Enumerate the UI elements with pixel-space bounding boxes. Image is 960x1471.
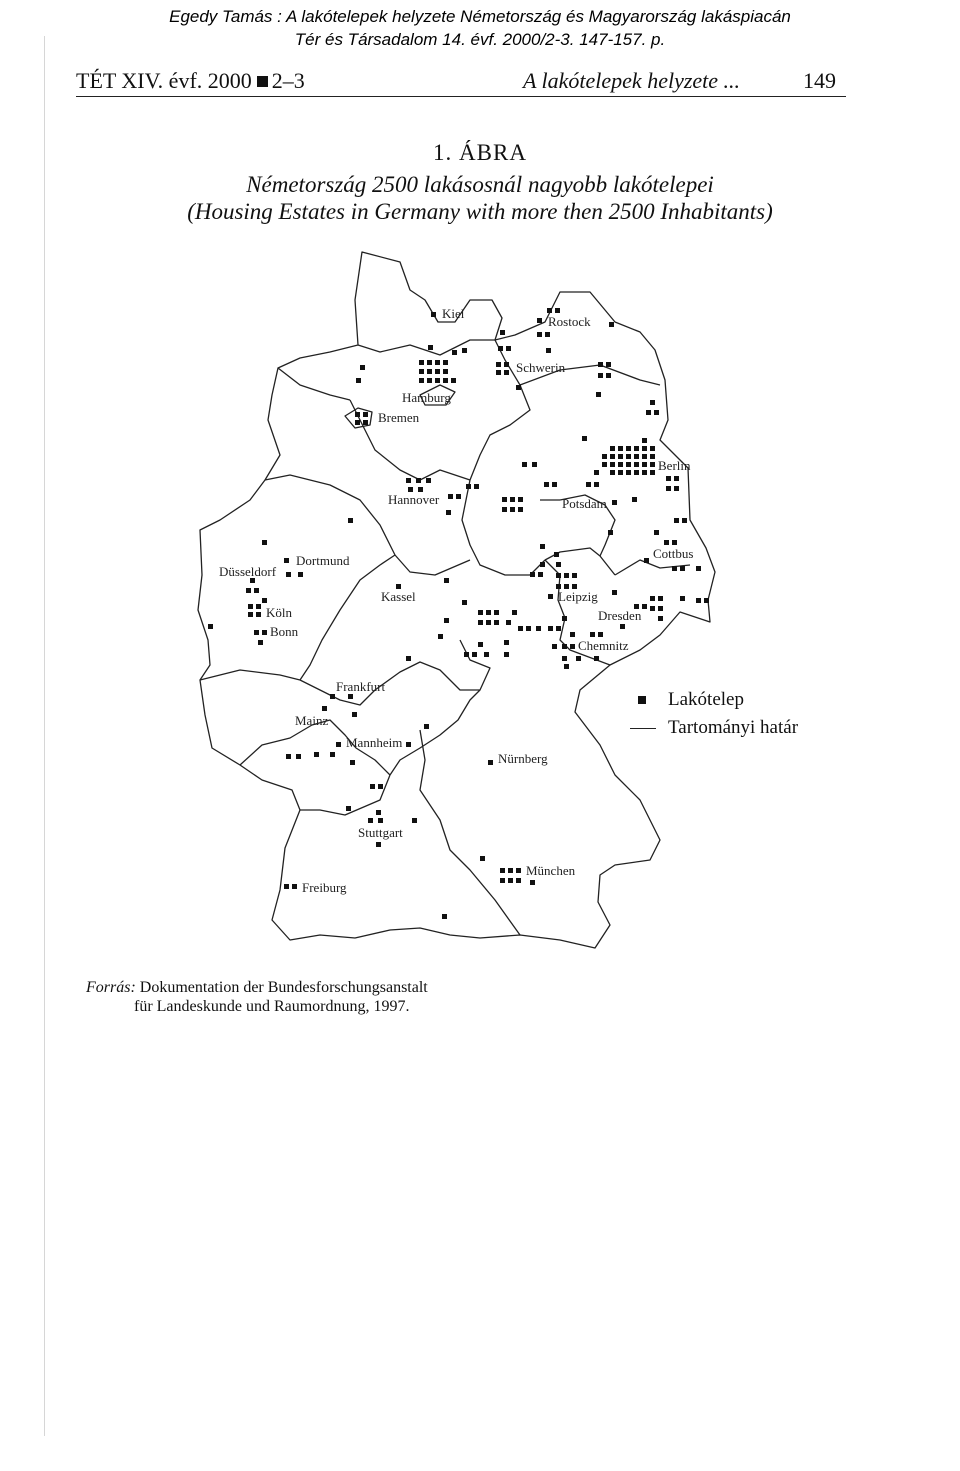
estate-marker bbox=[610, 454, 615, 459]
estate-marker bbox=[650, 446, 655, 451]
city-label-munchen: München bbox=[526, 863, 576, 878]
estate-marker bbox=[431, 312, 436, 317]
estate-marker bbox=[682, 518, 687, 523]
estate-marker bbox=[618, 470, 623, 475]
estate-marker bbox=[512, 610, 517, 615]
estate-marker bbox=[474, 484, 479, 489]
city-label-schwerin: Schwerin bbox=[516, 360, 566, 375]
estate-marker bbox=[516, 868, 521, 873]
estate-marker bbox=[650, 606, 655, 611]
estate-marker bbox=[443, 378, 448, 383]
estate-marker bbox=[376, 810, 381, 815]
estate-marker bbox=[552, 644, 557, 649]
germany-map bbox=[0, 240, 960, 970]
estate-marker bbox=[435, 369, 440, 374]
estate-marker bbox=[478, 642, 483, 647]
estate-marker bbox=[500, 330, 505, 335]
figure-source bbox=[86, 978, 428, 1016]
estate-marker bbox=[494, 620, 499, 625]
estate-marker bbox=[634, 454, 639, 459]
estate-marker bbox=[256, 604, 261, 609]
estate-marker bbox=[564, 573, 569, 578]
estate-marker bbox=[598, 373, 603, 378]
estate-marker bbox=[642, 454, 647, 459]
estate-marker bbox=[644, 558, 649, 563]
estate-marker bbox=[518, 626, 523, 631]
estate-marker bbox=[530, 572, 535, 577]
estate-marker bbox=[609, 322, 614, 327]
estate-marker bbox=[510, 507, 515, 512]
estate-marker bbox=[298, 572, 303, 577]
estate-marker bbox=[582, 436, 587, 441]
estate-marker bbox=[612, 590, 617, 595]
city-label-dusseldorf: Düsseldorf bbox=[219, 564, 277, 579]
estate-marker bbox=[504, 370, 509, 375]
estate-marker bbox=[424, 724, 429, 729]
estate-marker bbox=[444, 618, 449, 623]
estate-marker bbox=[518, 497, 523, 502]
estate-marker bbox=[654, 530, 659, 535]
estate-marker bbox=[658, 616, 663, 621]
estate-marker bbox=[610, 470, 615, 475]
estate-marker bbox=[658, 606, 663, 611]
estate-marker bbox=[262, 598, 267, 603]
estate-marker bbox=[537, 318, 542, 323]
estate-marker bbox=[606, 373, 611, 378]
estate-marker bbox=[427, 360, 432, 365]
estate-marker bbox=[564, 664, 569, 669]
estate-marker bbox=[456, 494, 461, 499]
city-label-mannheim: Mannheim bbox=[346, 735, 403, 750]
estate-marker bbox=[626, 470, 631, 475]
city-label-leipzig: Leipzig bbox=[558, 589, 598, 604]
estate-marker bbox=[562, 616, 567, 621]
estate-marker bbox=[412, 818, 417, 823]
estate-marker bbox=[330, 752, 335, 757]
estate-marker bbox=[370, 784, 375, 789]
estate-marker bbox=[674, 476, 679, 481]
estate-marker bbox=[336, 742, 341, 747]
journal-issue bbox=[76, 68, 305, 94]
estate-marker bbox=[674, 486, 679, 491]
estate-marker bbox=[642, 604, 647, 609]
page-number: 149 bbox=[803, 68, 836, 93]
estate-marker bbox=[526, 626, 531, 631]
estate-marker bbox=[488, 760, 493, 765]
estate-marker bbox=[672, 566, 677, 571]
legend-label-estate: Lakótelep bbox=[668, 689, 744, 710]
estate-marker bbox=[696, 598, 701, 603]
estate-marker bbox=[284, 558, 289, 563]
estate-marker bbox=[530, 880, 535, 885]
estate-marker bbox=[246, 588, 251, 593]
estate-marker bbox=[680, 566, 685, 571]
estate-marker bbox=[594, 482, 599, 487]
city-label-mainz: Mainz bbox=[295, 713, 329, 728]
article-short-title: A lakótelepek helyzete ... bbox=[523, 68, 741, 93]
city-label-frankfurt: Frankfurt bbox=[336, 679, 386, 694]
estate-marker bbox=[428, 345, 433, 350]
estate-marker bbox=[518, 507, 523, 512]
estate-marker bbox=[286, 572, 291, 577]
estate-marker bbox=[444, 578, 449, 583]
estate-marker bbox=[674, 518, 679, 523]
estate-marker bbox=[352, 712, 357, 717]
estate-marker bbox=[562, 656, 567, 661]
estate-marker bbox=[292, 884, 297, 889]
estate-marker bbox=[552, 482, 557, 487]
estate-marker bbox=[350, 760, 355, 765]
estate-marker bbox=[508, 868, 513, 873]
city-label-hannover: Hannover bbox=[388, 492, 440, 507]
estate-marker bbox=[426, 478, 431, 483]
estate-marker bbox=[516, 878, 521, 883]
estate-marker bbox=[348, 694, 353, 699]
estate-marker bbox=[626, 462, 631, 467]
estate-marker bbox=[406, 478, 411, 483]
estate-marker bbox=[504, 652, 509, 657]
estate-marker bbox=[348, 518, 353, 523]
estate-marker bbox=[650, 596, 655, 601]
estate-marker bbox=[416, 478, 421, 483]
estate-marker bbox=[248, 604, 253, 609]
estate-marker bbox=[480, 856, 485, 861]
estate-marker bbox=[494, 610, 499, 615]
estate-marker bbox=[537, 332, 542, 337]
source-line-1: Dokumentation der Bundesforschungsanstalt bbox=[139, 979, 428, 996]
square-marker-icon bbox=[638, 696, 646, 704]
city-label-kiel: Kiel bbox=[442, 306, 465, 321]
estate-marker bbox=[547, 308, 552, 313]
estate-marker bbox=[360, 365, 365, 370]
estate-marker bbox=[650, 470, 655, 475]
estate-marker bbox=[262, 630, 267, 635]
source-label: Forrás: bbox=[86, 979, 136, 996]
estate-marker bbox=[654, 410, 659, 415]
estate-marker bbox=[496, 362, 501, 367]
estate-marker bbox=[618, 446, 623, 451]
estate-marker bbox=[254, 630, 259, 635]
estate-marker bbox=[620, 624, 625, 629]
city-label-nurnberg: Nürnberg bbox=[498, 751, 548, 766]
estate-marker bbox=[500, 878, 505, 883]
citation-line-1: Egedy Tamás : A lakótelepek helyzete Németország és Magyarország lakáspiacán bbox=[169, 7, 791, 26]
city-label-chemnitz: Chemnitz bbox=[578, 638, 629, 653]
estate-marker bbox=[576, 656, 581, 661]
estate-marker bbox=[502, 507, 507, 512]
estate-marker bbox=[634, 470, 639, 475]
estate-marker bbox=[536, 626, 541, 631]
estate-marker bbox=[484, 652, 489, 657]
estate-marker bbox=[478, 620, 483, 625]
citation-line-2: Tér és Társadalom 14. évf. 2000/2-3. 147-157. p. bbox=[294, 30, 666, 49]
estate-marker bbox=[632, 497, 637, 502]
estate-marker bbox=[590, 632, 595, 637]
estate-marker bbox=[486, 610, 491, 615]
legend-label-border: Tartományi határ bbox=[668, 717, 799, 738]
country-outline bbox=[198, 252, 715, 948]
estate-marker bbox=[368, 818, 373, 823]
estate-marker bbox=[498, 346, 503, 351]
estate-marker bbox=[506, 346, 511, 351]
running-head bbox=[76, 68, 846, 97]
city-label-cottbus: Cottbus bbox=[653, 546, 694, 561]
estate-marker bbox=[427, 378, 432, 383]
estate-marker bbox=[443, 369, 448, 374]
estate-marker bbox=[562, 644, 567, 649]
square-bullet-icon bbox=[257, 76, 268, 87]
estate-marker bbox=[506, 620, 511, 625]
estate-marker bbox=[406, 742, 411, 747]
estate-marker bbox=[642, 438, 647, 443]
city-label-berlin: Berlin bbox=[658, 458, 691, 473]
estate-marker bbox=[462, 600, 467, 605]
estate-marker bbox=[570, 644, 575, 649]
estate-marker bbox=[650, 462, 655, 467]
estate-marker bbox=[570, 632, 575, 637]
city-labels bbox=[219, 306, 693, 895]
legend-row-estate bbox=[630, 686, 798, 714]
city-label-bonn: Bonn bbox=[270, 624, 299, 639]
estate-marker bbox=[544, 482, 549, 487]
city-label-stuttgart: Stuttgart bbox=[358, 825, 403, 840]
estate-marker bbox=[626, 446, 631, 451]
estate-marker bbox=[610, 462, 615, 467]
estate-marker bbox=[522, 462, 527, 467]
estate-marker bbox=[602, 462, 607, 467]
estate-marker bbox=[322, 706, 327, 711]
estate-marker bbox=[516, 385, 521, 390]
estate-marker bbox=[452, 350, 457, 355]
estate-marker bbox=[496, 370, 501, 375]
estate-marker bbox=[548, 626, 553, 631]
estate-marker bbox=[642, 470, 647, 475]
estate-marker bbox=[672, 540, 677, 545]
estate-marker bbox=[546, 348, 551, 353]
legend-row-border bbox=[630, 714, 798, 742]
estate-marker bbox=[286, 754, 291, 759]
estate-marker bbox=[634, 462, 639, 467]
estate-marker bbox=[540, 562, 545, 567]
estate-marker bbox=[555, 308, 560, 313]
estate-marker bbox=[650, 454, 655, 459]
estate-marker bbox=[438, 634, 443, 639]
estate-marker bbox=[443, 360, 448, 365]
estate-marker bbox=[262, 540, 267, 545]
estate-marker bbox=[572, 573, 577, 578]
city-label-bremen: Bremen bbox=[378, 410, 420, 425]
map-legend bbox=[630, 686, 798, 742]
estate-marker bbox=[419, 378, 424, 383]
estate-marker bbox=[258, 640, 263, 645]
estate-marker bbox=[451, 378, 456, 383]
estate-marker bbox=[545, 332, 550, 337]
estate-marker bbox=[602, 454, 607, 459]
estate-marker bbox=[363, 420, 368, 425]
estate-marker bbox=[704, 598, 709, 603]
figure-number: 1. ÁBRA bbox=[433, 140, 527, 165]
journal-issue-b: 2–3 bbox=[271, 68, 305, 93]
estate-marker bbox=[606, 362, 611, 367]
estate-marker bbox=[486, 620, 491, 625]
estate-marker bbox=[296, 754, 301, 759]
estate-marker bbox=[376, 842, 381, 847]
estate-marker bbox=[208, 624, 213, 629]
estate-marker bbox=[466, 484, 471, 489]
estate-marker bbox=[548, 594, 553, 599]
estate-marker bbox=[556, 562, 561, 567]
figure-title-en: (Housing Estates in Germany with more then 2500 Inhabitants) bbox=[187, 199, 773, 224]
estate-marker bbox=[464, 652, 469, 657]
city-label-dresden: Dresden bbox=[598, 608, 642, 623]
estate-marker bbox=[618, 454, 623, 459]
city-label-potsdam: Potsdam bbox=[562, 496, 607, 511]
estate-marker bbox=[346, 806, 351, 811]
estate-marker bbox=[478, 610, 483, 615]
estate-marker bbox=[650, 400, 655, 405]
estate-marker bbox=[419, 369, 424, 374]
estate-marker bbox=[586, 482, 591, 487]
estate-marker bbox=[554, 552, 559, 557]
estate-marker bbox=[608, 530, 613, 535]
estate-marker bbox=[680, 596, 685, 601]
estate-marker bbox=[612, 500, 617, 505]
estate-marker bbox=[248, 612, 253, 617]
city-label-freiburg: Freiburg bbox=[302, 880, 347, 895]
city-label-hamburg: Hamburg bbox=[402, 390, 451, 405]
city-label-dortmund: Dortmund bbox=[296, 553, 350, 568]
estate-marker bbox=[448, 494, 453, 499]
estate-marker bbox=[254, 588, 259, 593]
estate-marker bbox=[532, 462, 537, 467]
estate-marker bbox=[538, 572, 543, 577]
estate-marker bbox=[642, 462, 647, 467]
estate-marker bbox=[355, 412, 360, 417]
estate-marker bbox=[556, 573, 561, 578]
estate-marker bbox=[435, 360, 440, 365]
estate-marker bbox=[598, 632, 603, 637]
estate-marker bbox=[378, 818, 383, 823]
estate-marker bbox=[435, 378, 440, 383]
journal-issue-a: TÉT XIV. évf. 2000 bbox=[76, 68, 252, 93]
estate-marker bbox=[419, 360, 424, 365]
estate-marker bbox=[696, 566, 701, 571]
estate-marker bbox=[610, 446, 615, 451]
estate-marker bbox=[462, 348, 467, 353]
estate-marker bbox=[442, 914, 447, 919]
estate-marker bbox=[664, 540, 669, 545]
estate-marker bbox=[618, 462, 623, 467]
estate-marker bbox=[658, 596, 663, 601]
estate-marker bbox=[510, 497, 515, 502]
estate-marker bbox=[472, 652, 477, 657]
source-line-2: für Landeskunde und Raumordnung, 1997. bbox=[134, 998, 410, 1015]
estate-marker bbox=[594, 656, 599, 661]
estate-marker bbox=[598, 362, 603, 367]
estate-marker bbox=[256, 612, 261, 617]
estate-marker bbox=[666, 486, 671, 491]
estate-marker bbox=[508, 878, 513, 883]
estate-marker bbox=[330, 694, 335, 699]
city-label-kassel: Kassel bbox=[381, 589, 416, 604]
estate-marker bbox=[626, 454, 631, 459]
estate-marker bbox=[594, 470, 599, 475]
estate-marker bbox=[504, 362, 509, 367]
estate-marker bbox=[406, 656, 411, 661]
estate-marker bbox=[500, 868, 505, 873]
estate-marker bbox=[355, 420, 360, 425]
estate-marker bbox=[540, 544, 545, 549]
line-marker-icon bbox=[630, 728, 656, 729]
figure-title-hu: Németország 2500 lakásosnál nagyobb lakótelepei bbox=[246, 172, 714, 197]
estate-marker bbox=[556, 626, 561, 631]
estate-marker bbox=[642, 446, 647, 451]
estate-marker bbox=[314, 752, 319, 757]
estate-marker bbox=[427, 369, 432, 374]
estate-marker bbox=[284, 884, 289, 889]
estate-marker bbox=[666, 476, 671, 481]
estate-marker bbox=[378, 784, 383, 789]
estate-marker bbox=[446, 510, 451, 515]
estate-marker bbox=[504, 640, 509, 645]
estate-marker bbox=[363, 412, 368, 417]
estate-marker bbox=[356, 378, 361, 383]
estate-marker bbox=[634, 446, 639, 451]
city-label-koln: Köln bbox=[266, 605, 292, 620]
estate-marker bbox=[646, 410, 651, 415]
estate-marker bbox=[502, 497, 507, 502]
city-label-rostock: Rostock bbox=[548, 314, 591, 329]
estate-marker bbox=[596, 392, 601, 397]
